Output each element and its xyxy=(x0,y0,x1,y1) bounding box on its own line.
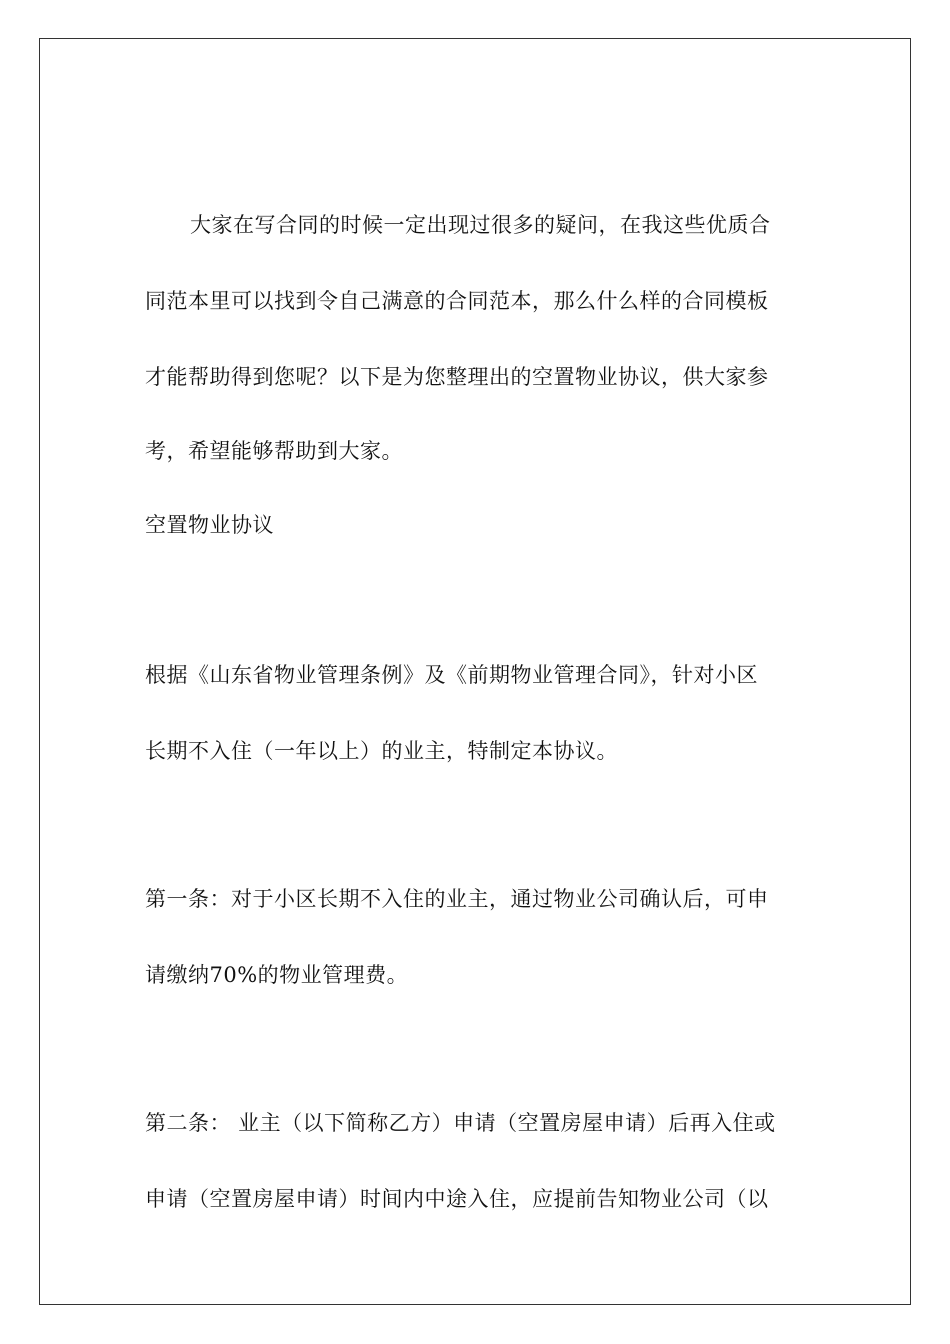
preamble-line-1: 根据《山东省物业管理条例》及《前期物业管理合同》，针对小区 xyxy=(145,663,758,687)
intro-line-2: 同范本里可以找到令自己满意的合同范本，那么什么样的合同模板 xyxy=(145,289,769,313)
intro-line-1: 大家在写合同的时候一定出现过很多的疑问，在我这些优质合 xyxy=(190,213,771,237)
document-title: 空置物业协议 xyxy=(145,513,274,537)
article2-line-1: 第二条： 业主（以下简称乙方）申请（空置房屋申请）后再入住或 xyxy=(145,1111,776,1135)
article1-line-1: 第一条：对于小区长期不入住的业主，通过物业公司确认后，可申 xyxy=(145,887,769,911)
article2-line-2: 申请（空置房屋申请）时间内中途入住，应提前告知物业公司（以 xyxy=(145,1187,769,1211)
preamble-line-2: 长期不入住（一年以上）的业主，特制定本协议。 xyxy=(145,739,618,763)
intro-line-3: 才能帮助得到您呢？以下是为您整理出的空置物业协议，供大家参 xyxy=(145,365,769,389)
article1-line-2: 请缴纳70%的物业管理费。 xyxy=(145,963,409,987)
intro-line-4: 考，希望能够帮助到大家。 xyxy=(145,439,403,463)
